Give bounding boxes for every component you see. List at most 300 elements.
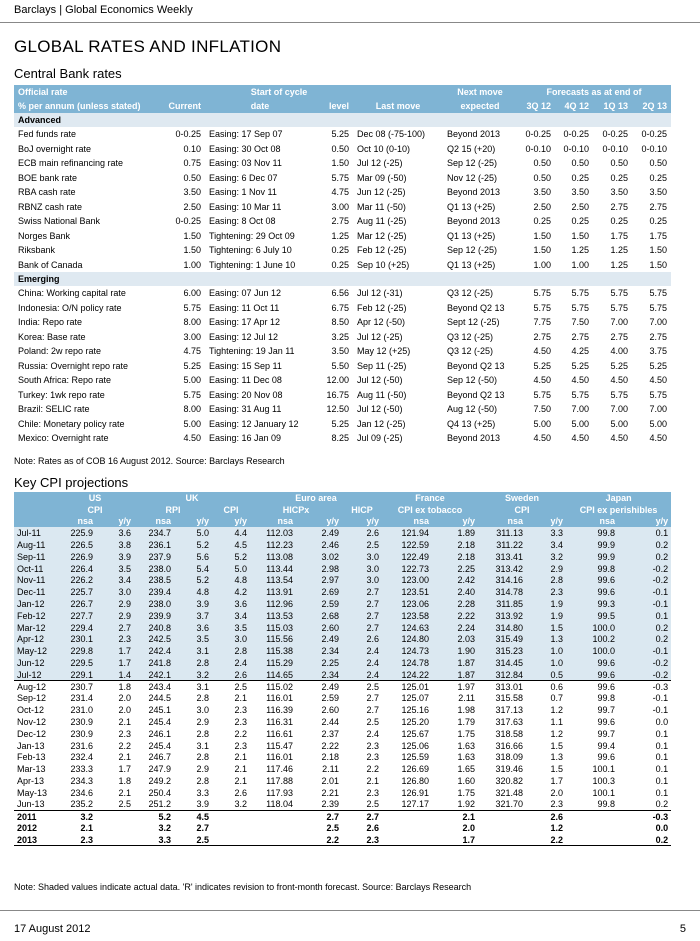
cpi-cell: 229.8 bbox=[56, 645, 96, 657]
cb-cell: Q3 12 (-25) bbox=[447, 346, 494, 357]
cb-cell: 4.75 bbox=[331, 187, 349, 198]
cpi-cell: 320.82 bbox=[495, 776, 524, 787]
cb-cell: 1.25 bbox=[571, 245, 589, 256]
cpi-cell: 1.0 bbox=[526, 645, 566, 657]
cb-cell: Nov 12 (-25) bbox=[447, 172, 498, 183]
cpi-month-row bbox=[14, 752, 671, 764]
cb-cell: 8.25 bbox=[331, 433, 349, 444]
cpi-cell: 1.98 bbox=[457, 705, 476, 716]
cb-cell: 5.00 bbox=[533, 418, 551, 429]
cpi-cell: 125.01 bbox=[401, 681, 430, 692]
cb-header-cell: 1Q 13 bbox=[593, 99, 632, 113]
cb-table-row bbox=[14, 431, 671, 446]
cpi-cell: 1.1 bbox=[550, 717, 564, 728]
cpi-annual-cell: 0.2 bbox=[618, 834, 671, 846]
cb-cell: 7.00 bbox=[649, 404, 668, 415]
cpi-cell: 2.60 bbox=[321, 705, 340, 716]
cpi-cell: 1.65 bbox=[457, 764, 476, 775]
cpi-month-label: Dec-11 bbox=[14, 586, 56, 598]
cb-cell: Sep 11 (-25) bbox=[357, 360, 407, 371]
cpi-annual-cell: 2.2 bbox=[296, 834, 342, 846]
cpi-cell: 317.63 bbox=[495, 717, 524, 728]
cb-cell: Feb 12 (-25) bbox=[357, 302, 407, 313]
cpi-cell: 234.3 bbox=[70, 776, 93, 787]
cb-row-label: Korea: Base rate bbox=[18, 331, 86, 342]
cpi-cell: 122.59 bbox=[382, 539, 432, 551]
cb-cell: 7.00 bbox=[610, 317, 628, 328]
cpi-cell: 2.8 bbox=[196, 693, 210, 704]
cpi-month-label: Mar-13 bbox=[17, 764, 46, 775]
cpi-cell: 244.5 bbox=[148, 693, 172, 704]
cb-cell: 7.75 bbox=[533, 317, 551, 328]
cpi-cell: 2.8 bbox=[212, 645, 250, 657]
cpi-month-row bbox=[14, 669, 671, 681]
cb-header-cell: level bbox=[315, 99, 353, 113]
cb-cell: Tightening: 1 June 10 bbox=[209, 259, 296, 270]
cpi-cell: 1.87 bbox=[432, 669, 478, 681]
cb-cell: Tightening: 29 Oct 09 bbox=[209, 230, 295, 241]
cb-cell: Sep 12 (-25) bbox=[447, 158, 498, 169]
cpi-cell: 2.3 bbox=[550, 799, 564, 810]
cpi-cell: 2.4 bbox=[342, 669, 382, 681]
cpi-month-row bbox=[14, 563, 671, 575]
cb-cell: 4.50 bbox=[571, 375, 589, 386]
cpi-table bbox=[14, 492, 671, 846]
cpi-cell: -0.2 bbox=[618, 669, 671, 681]
cb-header-row-2 bbox=[14, 99, 671, 113]
cpi-subheader-cell: y/y bbox=[342, 516, 382, 528]
cpi-annual-cell: 3.2 bbox=[158, 823, 172, 834]
cpi-cell: 2.34 bbox=[296, 669, 342, 681]
cb-row-label: Chile: Monetary policy rate bbox=[18, 418, 125, 429]
cb-row-label: South Africa: Repo rate bbox=[18, 375, 112, 386]
cb-cell: 5.75 bbox=[533, 389, 551, 400]
cb-cell: Sep 12 (-50) bbox=[447, 375, 498, 386]
central-bank-section-title: Central Bank rates bbox=[14, 66, 122, 81]
cpi-cell: 0.2 bbox=[618, 634, 671, 646]
cpi-cell: 100.1 bbox=[592, 787, 616, 798]
cpi-cell: 1.7 bbox=[96, 645, 134, 657]
cb-cell: Jun 12 (-25) bbox=[357, 187, 406, 198]
cpi-cell: 122.73 bbox=[382, 563, 432, 575]
cpi-empty-cell bbox=[382, 811, 432, 823]
cpi-empty-cell bbox=[96, 822, 134, 834]
cpi-cell: 3.9 bbox=[96, 551, 134, 563]
cpi-cell: 318.09 bbox=[495, 752, 524, 763]
cpi-subheader-cell: y/y bbox=[174, 516, 212, 528]
cb-cell: Jul 12 (-25) bbox=[357, 331, 403, 342]
cpi-cell: 1.79 bbox=[457, 717, 476, 728]
cb-cell: 3.25 bbox=[331, 331, 349, 342]
cpi-cell: -0.2 bbox=[618, 657, 671, 669]
cpi-cell: 116.39 bbox=[266, 705, 294, 716]
cpi-cell: 2.7 bbox=[342, 586, 382, 598]
cpi-cell: 311.22 bbox=[478, 539, 526, 551]
cpi-cell: 2.9 bbox=[96, 598, 134, 610]
cb-cell: Beyond 2013 bbox=[447, 187, 501, 198]
cpi-cell: 121.94 bbox=[382, 527, 432, 539]
cb-row-label: Norges Bank bbox=[18, 230, 71, 241]
cpi-cell: 117.93 bbox=[266, 787, 294, 798]
cb-cell: 2.75 bbox=[610, 331, 628, 342]
cpi-month-row bbox=[14, 787, 671, 799]
cb-cell: Q1 13 (+25) bbox=[447, 230, 496, 241]
cb-cell: Tightening: 19 Jan 11 bbox=[209, 346, 295, 357]
cpi-annual-cell: 2.7 bbox=[342, 811, 382, 823]
cb-table-row bbox=[14, 315, 671, 330]
cb-cell: Easing: 1 Nov 11 bbox=[209, 187, 277, 198]
cpi-cell: 3.7 bbox=[174, 610, 212, 622]
central-bank-note: Note: Rates as of COB 16 August 2012. Source: Barclays Research bbox=[14, 456, 285, 466]
cb-cell: Easing: 6 Dec 07 bbox=[209, 172, 278, 183]
cpi-cell: 2.4 bbox=[342, 657, 382, 669]
cpi-cell: 312.84 bbox=[478, 669, 526, 681]
cpi-cell: 5.4 bbox=[174, 563, 212, 575]
cpi-cell: 5.6 bbox=[174, 551, 212, 563]
cb-cell: 5.75 bbox=[649, 389, 668, 400]
cpi-cell: 238.5 bbox=[134, 575, 174, 587]
cb-cell: 6.56 bbox=[331, 288, 349, 299]
cpi-cell: 3.0 bbox=[342, 563, 382, 575]
cb-row-label: RBNZ cash rate bbox=[18, 201, 83, 212]
cb-cell: Aug 11 (-25) bbox=[357, 216, 407, 227]
cpi-subheader-cell: y/y bbox=[212, 516, 250, 528]
cpi-cell: 2.98 bbox=[296, 563, 342, 575]
cpi-cell: 1.97 bbox=[457, 681, 476, 692]
cpi-cell: 99.9 bbox=[566, 539, 618, 551]
cpi-cell: 0.1 bbox=[655, 776, 669, 787]
cpi-cell: 317.13 bbox=[495, 705, 524, 716]
cpi-cell: 2.9 bbox=[526, 563, 566, 575]
cpi-cell: 3.1 bbox=[196, 740, 210, 751]
cpi-month-label: May-12 bbox=[14, 645, 56, 657]
cb-cell: Aug 11 (-50) bbox=[357, 389, 407, 400]
cb-cell: 0.50 bbox=[183, 172, 201, 183]
cpi-cell: 125.59 bbox=[401, 752, 430, 763]
cpi-cell: 3.3 bbox=[526, 527, 566, 539]
cpi-cell: 5.0 bbox=[174, 527, 212, 539]
cpi-cell: 238.0 bbox=[134, 598, 174, 610]
cpi-cell: 1.2 bbox=[550, 705, 564, 716]
cpi-cell: 100.2 bbox=[566, 634, 618, 646]
cpi-cell: 226.9 bbox=[56, 551, 96, 563]
cb-table-row bbox=[14, 301, 671, 316]
cpi-cell: 2.4 bbox=[342, 645, 382, 657]
cpi-cell: 321.48 bbox=[495, 787, 524, 798]
cpi-cell: 321.70 bbox=[495, 799, 524, 810]
cb-cell: 6.75 bbox=[331, 302, 349, 313]
cpi-subheader-cell: y/y bbox=[526, 516, 566, 528]
cpi-cell: 99.7 bbox=[597, 728, 616, 739]
cpi-cell: 1.75 bbox=[457, 728, 476, 739]
cb-cell: Jul 12 (-25) bbox=[357, 158, 403, 169]
cb-cell: 5.75 bbox=[571, 302, 589, 313]
cpi-cell: 123.58 bbox=[382, 610, 432, 622]
cpi-cell: 314.80 bbox=[478, 622, 526, 634]
cpi-cell: 1.75 bbox=[457, 787, 476, 798]
cpi-cell: 118.04 bbox=[266, 799, 294, 810]
cpi-cell: 117.88 bbox=[266, 776, 294, 787]
cb-cell: Mar 12 (-25) bbox=[357, 230, 407, 241]
cpi-cell: 2.1 bbox=[234, 776, 248, 787]
cpi-annual-cell: -0.3 bbox=[618, 811, 671, 823]
cpi-month-label: Oct-11 bbox=[14, 563, 56, 575]
cpi-cell: 99.6 bbox=[597, 717, 616, 728]
cpi-cell: 113.44 bbox=[250, 563, 296, 575]
cpi-cell: 2.8 bbox=[196, 728, 210, 739]
cpi-cell: 126.69 bbox=[401, 764, 430, 775]
cpi-cell: 0.0 bbox=[655, 717, 669, 728]
cpi-subheader-cell: nsa bbox=[478, 516, 526, 528]
cpi-cell: 2.22 bbox=[321, 740, 340, 751]
cb-header-cell: 3Q 12 bbox=[517, 99, 555, 113]
cpi-month-row bbox=[14, 645, 671, 657]
cb-header-cell: Forecasts as at end of bbox=[517, 85, 671, 99]
cpi-month-label: Jun-12 bbox=[14, 657, 56, 669]
cb-table-row bbox=[14, 171, 671, 186]
cb-cell: 5.75 bbox=[183, 302, 201, 313]
cb-cell: Mar 11 (-50) bbox=[357, 201, 406, 212]
cpi-cell: 2.37 bbox=[321, 728, 340, 739]
cpi-cell: 0.1 bbox=[618, 527, 671, 539]
cpi-cell: 1.92 bbox=[457, 799, 476, 810]
cpi-cell: 3.1 bbox=[174, 645, 212, 657]
cpi-annual-cell: 3.3 bbox=[134, 834, 174, 846]
cb-cell: 1.50 bbox=[649, 259, 668, 270]
cpi-month-label: Oct-12 bbox=[17, 705, 45, 716]
cpi-measure-cell: CPI bbox=[56, 504, 134, 516]
cpi-cell: 2.5 bbox=[342, 539, 382, 551]
cpi-cell: 3.2 bbox=[174, 669, 212, 681]
cpi-month-label: Apr-12 bbox=[14, 634, 56, 646]
cpi-month-row bbox=[14, 586, 671, 598]
cpi-cell: 234.6 bbox=[70, 787, 93, 798]
cb-cell: Easing: 17 Sep 07 bbox=[209, 129, 283, 140]
cpi-country-cell: US bbox=[56, 492, 134, 504]
cpi-measure-cell: HICPx bbox=[250, 504, 342, 516]
cpi-cell: 99.6 bbox=[597, 681, 616, 692]
cpi-cell: 2.25 bbox=[296, 657, 342, 669]
cb-cell: 1.25 bbox=[610, 245, 628, 256]
cpi-note: Note: Shaded values indicate actual data. 'R' indicates revision to front-month forecast. Source: Barclays Research bbox=[14, 882, 472, 892]
cpi-cell: -0.3 bbox=[652, 681, 669, 692]
cb-cell: 0.25 bbox=[571, 172, 589, 183]
cpi-cell: 99.6 bbox=[566, 669, 618, 681]
cb-cell: Beyond 2013 bbox=[447, 216, 501, 227]
cb-cell: Easing: 07 Jun 12 bbox=[209, 288, 282, 299]
cpi-cell: 242.1 bbox=[134, 669, 174, 681]
cpi-cell: -0.2 bbox=[618, 575, 671, 587]
cpi-cell: 2.6 bbox=[212, 669, 250, 681]
cpi-month-row bbox=[14, 716, 671, 728]
cpi-cell: 2.6 bbox=[234, 787, 248, 798]
cpi-cell: 115.56 bbox=[250, 634, 296, 646]
cpi-annual-cell: 2.2 bbox=[526, 834, 566, 846]
cpi-cell: 1.90 bbox=[432, 645, 478, 657]
cpi-cell: 3.5 bbox=[96, 563, 134, 575]
cb-cell: 0.25 bbox=[533, 216, 551, 227]
cb-cell: 16.75 bbox=[326, 389, 349, 400]
cpi-measure-cell: CPI bbox=[478, 504, 566, 516]
cpi-cell: 319.46 bbox=[495, 764, 524, 775]
cpi-cell: 245.4 bbox=[148, 740, 172, 751]
cpi-cell: 2.3 bbox=[234, 717, 248, 728]
cpi-subheader-cell: nsa bbox=[56, 516, 96, 528]
cpi-cell: 240.8 bbox=[134, 622, 174, 634]
page-title: GLOBAL RATES AND INFLATION bbox=[14, 37, 282, 56]
cb-cell: 7.00 bbox=[649, 317, 668, 328]
cpi-cell: 2.2 bbox=[366, 764, 380, 775]
cpi-cell: 231.6 bbox=[70, 740, 93, 751]
cpi-cell: 2.49 bbox=[321, 681, 340, 692]
cpi-cell: 231.4 bbox=[70, 693, 93, 704]
cb-table-row bbox=[14, 330, 671, 345]
cb-header-cell: 4Q 12 bbox=[555, 99, 593, 113]
cpi-cell: 315.58 bbox=[495, 693, 524, 704]
cpi-cell: 116.01 bbox=[266, 752, 294, 763]
cpi-cell: 230.7 bbox=[70, 681, 93, 692]
cpi-month-row bbox=[14, 775, 671, 787]
cpi-annual-row bbox=[14, 811, 671, 823]
cpi-cell: 249.2 bbox=[148, 776, 172, 787]
cb-cell: Easing: 17 Apr 12 bbox=[209, 317, 281, 328]
cpi-cell: -0.1 bbox=[618, 645, 671, 657]
cpi-cell: 5.2 bbox=[212, 551, 250, 563]
cb-cell: 0.25 bbox=[610, 172, 628, 183]
cpi-cell: 0.1 bbox=[655, 752, 669, 763]
cpi-cell: 229.4 bbox=[56, 622, 96, 634]
cb-cell: 0-0.25 bbox=[641, 129, 668, 140]
cb-cell: Easing: 30 Oct 08 bbox=[209, 143, 281, 154]
cpi-cell: 2.44 bbox=[321, 717, 340, 728]
cb-cell: 3.50 bbox=[610, 187, 628, 198]
cpi-cell: 246.7 bbox=[148, 752, 172, 763]
cpi-month-label: Feb-13 bbox=[17, 752, 46, 763]
cb-cell: 5.75 bbox=[649, 302, 668, 313]
cpi-cell: 125.67 bbox=[401, 728, 430, 739]
cb-cell: Oct 10 (0-10) bbox=[357, 143, 411, 154]
cb-cell: 0-0.25 bbox=[602, 129, 628, 140]
cpi-month-row bbox=[14, 740, 671, 752]
cpi-cell: 3.02 bbox=[296, 551, 342, 563]
cpi-month-row bbox=[14, 610, 671, 622]
cpi-cell: 124.80 bbox=[382, 634, 432, 646]
cpi-cell: 3.2 bbox=[234, 799, 248, 810]
cb-header-cell: Current bbox=[157, 99, 205, 113]
cb-cell: 5.25 bbox=[649, 360, 668, 371]
cpi-month-label: Dec-12 bbox=[17, 728, 47, 739]
cpi-cell: 0.2 bbox=[618, 551, 671, 563]
cb-cell: 5.00 bbox=[183, 375, 201, 386]
cpi-empty-cell bbox=[96, 834, 134, 846]
cpi-cell: -0.2 bbox=[618, 563, 671, 575]
cb-cell: 2.75 bbox=[533, 331, 551, 342]
cpi-cell: 2.1 bbox=[118, 717, 132, 728]
cpi-month-row bbox=[14, 598, 671, 610]
cb-header-cell: expected bbox=[443, 99, 517, 113]
cpi-cell: 2.6 bbox=[342, 527, 382, 539]
brand-label: Barclays | Global Economics Weekly bbox=[14, 4, 193, 16]
cpi-cell: 2.69 bbox=[296, 586, 342, 598]
cb-cell: Easing: 31 Aug 11 bbox=[209, 404, 282, 415]
cpi-cell: 1.87 bbox=[432, 657, 478, 669]
cb-cell: 5.75 bbox=[649, 288, 668, 299]
cpi-cell: 241.8 bbox=[134, 657, 174, 669]
cb-row-label: Bank of Canada bbox=[18, 259, 83, 270]
cpi-subheader-cell: nsa bbox=[250, 516, 296, 528]
cpi-cell: 2.11 bbox=[458, 693, 476, 704]
cpi-cell: 1.63 bbox=[457, 752, 476, 763]
cpi-cell: 318.58 bbox=[495, 728, 524, 739]
cb-cell: 3.50 bbox=[533, 187, 551, 198]
cpi-cell: 1.89 bbox=[432, 527, 478, 539]
cb-header-cell: Start of cycle bbox=[205, 85, 353, 99]
cpi-cell: 2.5 bbox=[366, 799, 380, 810]
cpi-cell: 226.2 bbox=[56, 575, 96, 587]
cpi-year-label: 2013 bbox=[14, 834, 56, 846]
cpi-month-row bbox=[14, 551, 671, 563]
cpi-month-row bbox=[14, 681, 671, 693]
cpi-empty-cell bbox=[212, 811, 250, 823]
cb-cell: May 12 (+25) bbox=[357, 346, 411, 357]
cb-cell: Easing: 16 Jan 09 bbox=[209, 433, 282, 444]
cpi-month-label: Sep-12 bbox=[17, 693, 47, 704]
cpi-cell: 123.06 bbox=[382, 598, 432, 610]
cb-cell: Beyond Q2 13 bbox=[447, 302, 505, 313]
cpi-cell: 113.54 bbox=[250, 575, 296, 587]
central-bank-table bbox=[14, 85, 671, 446]
cb-cell: 0.25 bbox=[331, 259, 349, 270]
cpi-month-label: Aug-11 bbox=[14, 539, 56, 551]
cpi-cell: 2.2 bbox=[118, 740, 132, 751]
cpi-cell: 2.8 bbox=[526, 575, 566, 587]
cpi-cell: 3.6 bbox=[174, 622, 212, 634]
cpi-cell: 124.73 bbox=[382, 645, 432, 657]
cb-header-cell: date bbox=[205, 99, 315, 113]
cb-cell: 0-0.25 bbox=[563, 129, 589, 140]
cpi-cell: 99.8 bbox=[566, 563, 618, 575]
cb-cell: 3.50 bbox=[183, 187, 201, 198]
cpi-subheader-cell: nsa bbox=[382, 516, 432, 528]
running-header bbox=[0, 0, 700, 23]
cpi-annual-cell: 2.3 bbox=[342, 834, 382, 846]
cb-cell: Beyond Q2 13 bbox=[447, 389, 505, 400]
cpi-country-cell: Sweden bbox=[478, 492, 566, 504]
cpi-cell: 313.42 bbox=[478, 563, 526, 575]
cb-cell: 3.50 bbox=[331, 346, 349, 357]
cb-table-row bbox=[14, 229, 671, 244]
cpi-month-row bbox=[14, 527, 671, 539]
cb-row-label: India: Repo rate bbox=[18, 317, 83, 328]
cpi-cell: 2.1 bbox=[366, 776, 380, 787]
cpi-cell: 2.1 bbox=[234, 764, 248, 775]
cb-row-label: Poland: 2w repo rate bbox=[18, 346, 102, 357]
cb-cell: 5.75 bbox=[183, 389, 201, 400]
cpi-cell: 2.18 bbox=[432, 539, 478, 551]
cpi-cell: 125.20 bbox=[401, 717, 430, 728]
cpi-cell: 2.8 bbox=[196, 752, 210, 763]
cpi-cell: 251.2 bbox=[148, 799, 172, 810]
cb-cell: Beyond 2013 bbox=[447, 129, 501, 140]
cpi-annual-cell: 2.5 bbox=[174, 834, 212, 846]
cb-cell: 1.00 bbox=[183, 259, 201, 270]
cpi-annual-cell: 5.2 bbox=[134, 811, 174, 823]
cb-header-cell: Official rate bbox=[14, 85, 157, 99]
cpi-cell: 122.49 bbox=[382, 551, 432, 563]
cpi-cell: 1.7 bbox=[96, 657, 134, 669]
cb-cell: 7.00 bbox=[610, 404, 628, 415]
cb-cell: 1.50 bbox=[571, 230, 589, 241]
